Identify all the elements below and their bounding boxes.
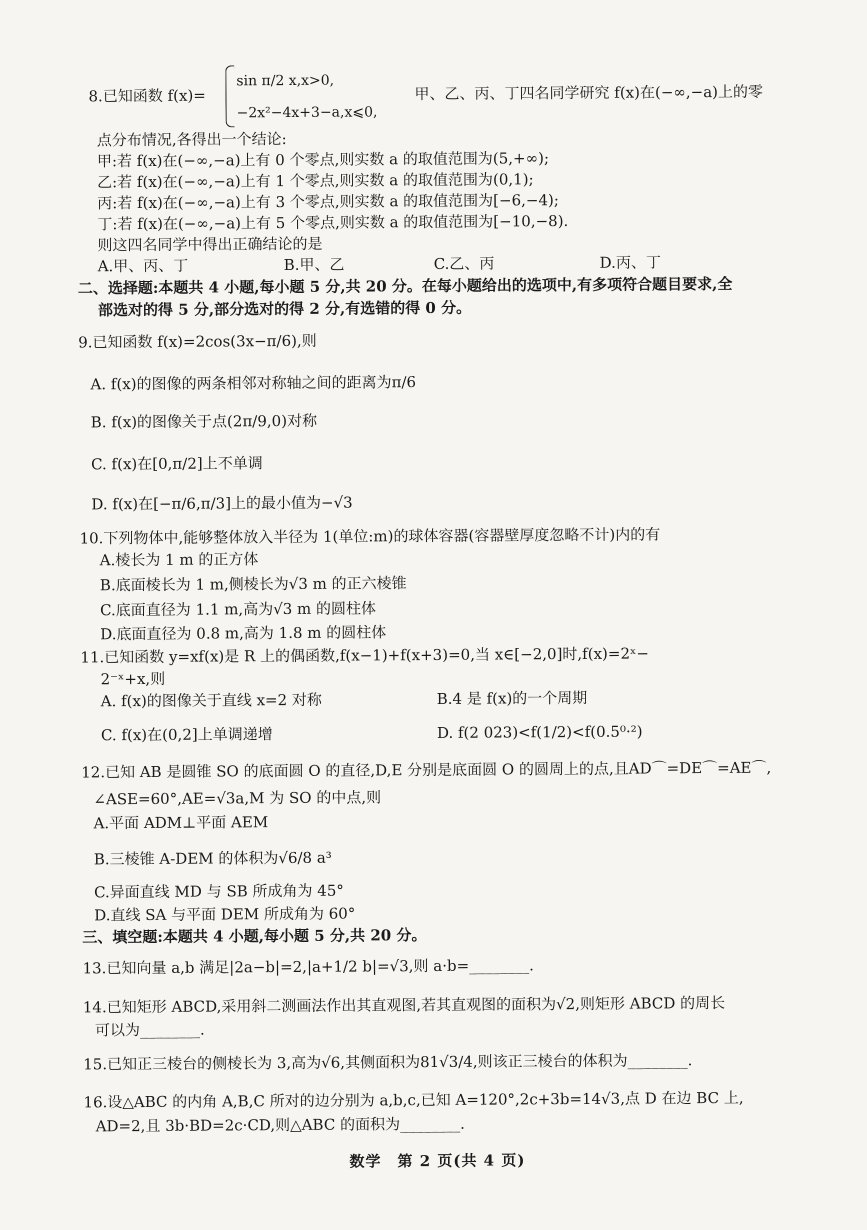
q9-stem: 9.已知函数 f(x)=2cos(3x−π/6),则 xyxy=(78,331,317,352)
q8-jia: 甲:若 f(x)在(−∞,−a)上有 0 个零点,则实数 a 的取值范围为(5,+∞); xyxy=(96,149,550,171)
q10-option-c: C.底面直径为 1.1 m,高为√3 m 的圆柱体 xyxy=(100,599,377,620)
section2-heading-line1: 二、选择题:本题共 4 小题,每小题 5 分,共 20 分。在每小题给出的选项中,有多项符合题目要求,全 xyxy=(77,274,733,298)
section2-heading-line2: 部选对的得 5 分,部分选对的得 2 分,有选错的得 0 分。 xyxy=(97,298,472,320)
q12-stem-line1: 12.已知 AB 是圆锥 SO 的底面圆 O 的直径,D,E 分别是底面圆 O 的圆周上的点,且AD⌒=DE⌒=AE⌒, xyxy=(81,758,772,782)
q8-piece2: −2x²−4x+3−a,x⩽0, xyxy=(236,104,378,122)
q9-option-c: C. f(x)在[0,π/2]上不单调 xyxy=(90,454,263,474)
q11-option-a: A. f(x)的图像关于直线 x=2 对称 xyxy=(100,690,322,711)
q9-option-a: A. f(x)的图像的两条相邻对称轴之间的距离为π/6 xyxy=(90,373,417,394)
q8-ding: 丁:若 f(x)在(−∞,−a)上有 5 个零点,则实数 a 的取值范围为[−10,−8). xyxy=(97,212,569,234)
q8-line1-suffix: 甲、乙、丙、丁四名同学研究 f(x)在(−∞,−a)上的零 xyxy=(414,82,764,104)
q8-line2: 点分布情况,各得出一个结论: xyxy=(96,129,287,150)
q13-text: 13.已知向量 a,b 满足|2a−b|=2,|a+1/2 b|=√3,则 a·b=________. xyxy=(82,956,534,978)
q8-bing: 丙:若 f(x)在(−∞,−a)上有 3 个零点,则实数 a 的取值范围为[−6,−4); xyxy=(97,191,559,213)
q10-option-a: A.棱长为 1 m 的正方体 xyxy=(99,550,259,570)
q8-line1-prefix: 8.已知函数 f(x)= xyxy=(88,86,206,106)
q8-ask: 则这四名同学中得出正确结论的是 xyxy=(97,234,323,255)
q10-option-d: D.底面直径为 0.8 m,高为 1.8 m 的圆柱体 xyxy=(100,623,387,644)
q11-option-b: B.4 是 f(x)的一个周期 xyxy=(436,688,588,708)
section3-heading: 三、填空题:本题共 4 小题,每小题 5 分,共 20 分。 xyxy=(82,926,427,947)
q14-line2: 可以为________. xyxy=(94,1020,205,1040)
q16-line2: AD=2,且 3b·BD=2c·CD,则△ABC 的面积为________. xyxy=(95,1114,465,1136)
q8-option-c: C.乙、丙 xyxy=(433,254,495,273)
q8-option-d: D.丙、丁 xyxy=(599,253,661,272)
q11-stem-line2: 2⁻ˣ+x,则 xyxy=(100,669,166,689)
q12-option-b: B.三棱锥 A-DEM 的体积为√6/8 a³ xyxy=(93,848,332,869)
q8-yi: 乙:若 f(x)在(−∞,−a)上有 1 个零点,则实数 a 的取值范围为(0,1); xyxy=(97,170,534,192)
q8-piece1: sin π/2 x,x>0, xyxy=(236,72,335,90)
q11-option-d: D. f(2 023)<f(1/2)<f(0.5⁰·²) xyxy=(436,722,643,742)
q11-option-c: C. f(x)在(0,2]上单调递增 xyxy=(100,725,273,745)
q16-line1: 16.设△ABC 的内角 A,B,C 所对的边分别为 a,b,c,已知 A=120°,2c+3b=14√3,点 D 在边 BC 上, xyxy=(83,1088,744,1112)
page-footer: 数学 第 2 页(共 4 页) xyxy=(349,1151,526,1171)
q12-option-d: D.直线 SA 与平面 DEM 所成角为 60° xyxy=(94,904,356,925)
q12-stem-line2: ∠ASE=60°,AE=√3a,M 为 SO 的中点,则 xyxy=(93,788,382,809)
q12-option-c: C.异面直线 MD 与 SB 所成角为 45° xyxy=(93,881,344,902)
q11-stem-line1: 11.已知函数 y=xf(x)是 R 上的偶函数,f(x−1)+f(x+3)=0,当 x∈[−2,0]时,f(x)=2ˣ− xyxy=(80,644,649,667)
q14-line1: 14.已知矩形 ABCD,采用斜二测画法作出其直观图,若其直观图的面积为√2,则矩形 ABCD 的周长 xyxy=(82,993,726,1017)
piecewise-brace xyxy=(225,65,234,127)
q9-option-b: B. f(x)的图像关于点(2π/9,0)对称 xyxy=(90,411,318,432)
q10-stem: 10.下列物体中,能够整体放入半径为 1(单位:m)的球体容器(容器壁厚度忽略不计)内的有 xyxy=(79,525,661,548)
q12-option-a: A.平面 ADM⊥平面 AEM xyxy=(93,813,269,833)
q8-option-b: B.甲、乙 xyxy=(283,255,345,275)
q15-text: 15.已知正三棱台的侧棱长为 3,高为√6,其侧面积为81√3/4,则该正三棱台的体积为________. xyxy=(83,1051,693,1074)
q10-option-b: B.底面棱长为 1 m,侧棱长为√3 m 的正六棱锥 xyxy=(99,574,407,595)
q9-option-d: D. f(x)在[−π/6,π/3]上的最小值为−√3 xyxy=(91,493,353,514)
q8-option-a: A.甲、丙、丁 xyxy=(97,256,189,276)
